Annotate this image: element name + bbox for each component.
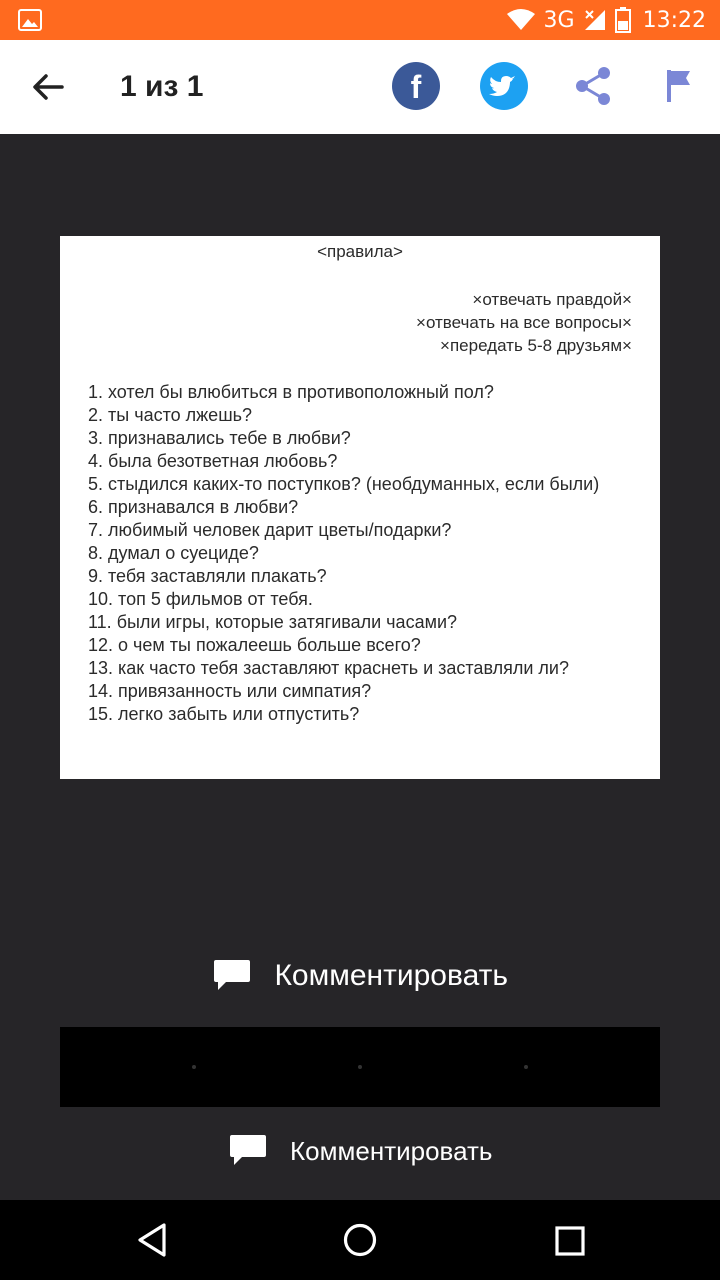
comment-label: Комментировать (290, 1135, 493, 1166)
wifi-icon (506, 8, 536, 32)
twitter-icon (480, 62, 528, 110)
clock: 13:22 (642, 7, 706, 33)
questions-list (88, 381, 638, 726)
page-title: 1 из 1 (120, 70, 204, 103)
comment-button-secondary[interactable] (0, 1133, 720, 1177)
post-image[interactable] (60, 236, 660, 779)
question-item: 2. ты часто лжешь? (88, 405, 253, 425)
placeholder-dot (192, 1065, 196, 1069)
rule-item: ×отвечать на все вопросы× (416, 313, 632, 332)
gallery-icon (18, 9, 42, 31)
signal-icon (583, 8, 607, 32)
network-type: 3G (543, 7, 575, 33)
question-item: 15. легко забыть или отпустить? (88, 704, 360, 724)
twitter-share-button[interactable] (480, 62, 528, 110)
question-item: 13. как часто тебя заставляют краснеть и заставляли ли? (88, 658, 569, 678)
question-item: 11. были игры, которые затягивали часами? (88, 612, 458, 632)
rules-list (416, 288, 632, 357)
share-icon[interactable] (572, 64, 614, 108)
question-item: 8. думал о суециде? (88, 543, 259, 563)
question-item: 4. была безответная любовь? (88, 451, 338, 471)
question-item: 12. о чем ты пожалеешь больше всего? (88, 635, 421, 655)
system-navigation-bar (0, 1200, 720, 1280)
flag-icon[interactable] (664, 68, 696, 104)
comment-bubble-icon (212, 958, 252, 994)
comment-button-primary[interactable] (0, 958, 720, 1008)
recents-square-icon[interactable] (554, 1222, 586, 1258)
placeholder-dot (524, 1065, 528, 1069)
battery-icon (615, 7, 631, 33)
rule-item: ×передать 5-8 друзьям× (440, 336, 632, 355)
question-item: 3. признавались тебе в любви? (88, 428, 351, 448)
comment-bubble-icon (228, 1133, 268, 1169)
facebook-share-button[interactable] (392, 62, 440, 110)
rules-title: <правила> (317, 242, 403, 261)
placeholder-dot (358, 1065, 362, 1069)
question-item: 1. хотел бы влюбиться в противоположный пол? (88, 382, 494, 402)
question-item: 7. любимый человек дарит цветы/подарки? (88, 520, 452, 540)
question-item: 10. топ 5 фильмов от тебя. (88, 589, 313, 609)
back-triangle-icon[interactable] (136, 1222, 168, 1258)
question-item: 14. привязанность или симпатия? (88, 681, 372, 701)
facebook-icon: f (410, 69, 422, 105)
home-circle-icon[interactable] (342, 1222, 378, 1258)
question-item: 9. тебя заставляли плакать? (88, 566, 327, 586)
question-item: 5. стыдился каких-то поступков? (необдуманных, если были) (88, 474, 600, 494)
comment-label: Комментировать (274, 959, 508, 992)
status-bar (0, 0, 720, 40)
rule-item: ×отвечать правдой× (472, 290, 632, 309)
back-arrow-icon[interactable] (28, 67, 68, 107)
question-item: 6. признавался в любви? (88, 497, 299, 517)
media-placeholder (60, 1027, 660, 1107)
top-app-bar (0, 40, 720, 134)
